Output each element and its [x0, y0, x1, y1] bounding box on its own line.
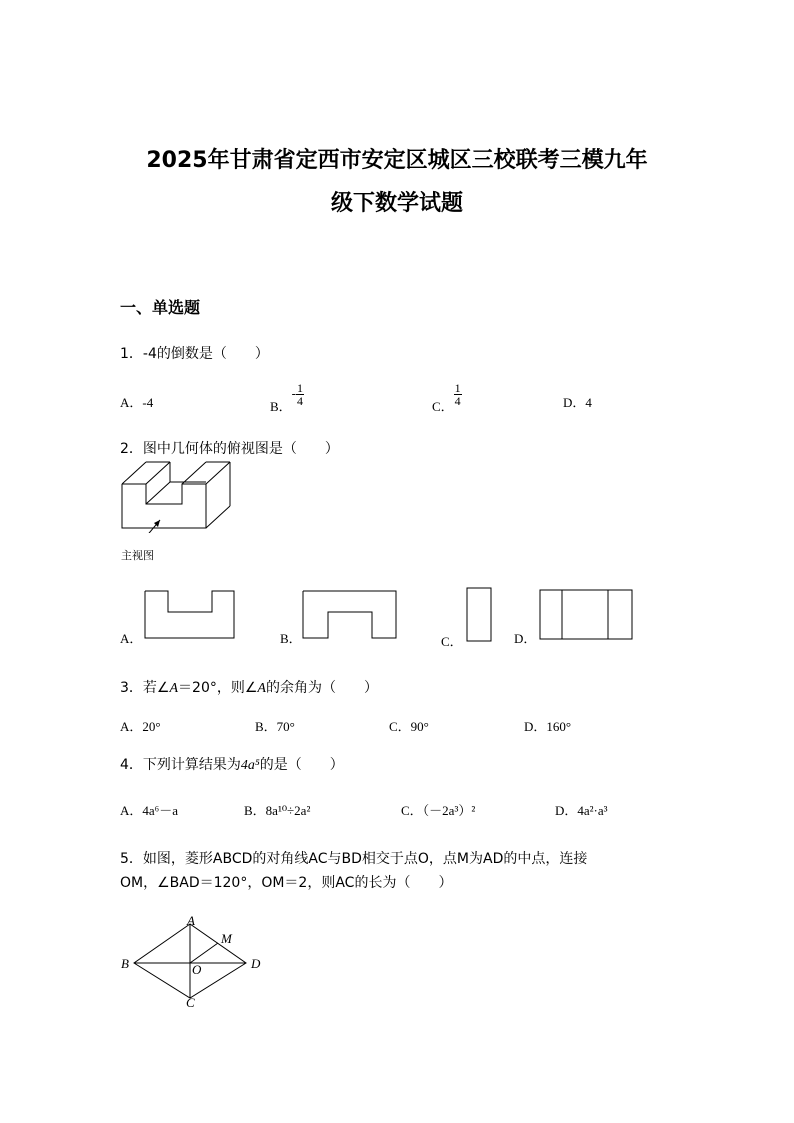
q1-option-b: B．- $\frac{1}{4}$ [270, 381, 304, 415]
q3-option-a: A．20° [120, 719, 161, 734]
q1-option-d: D．4 [563, 395, 592, 410]
question-2: 2．图中几何体的俯视图是（ ） [120, 441, 339, 457]
question-5-line1: 5．如图，菱形ABCD的对角线AC与BD相交于点O，点M为AD的中点，连接 [120, 851, 588, 867]
q2-option-d-label: D． [514, 631, 537, 646]
q4-option-a: A．4a⁶－a [120, 803, 178, 818]
q2-option-a-figure [144, 590, 236, 640]
q5-point-o: O [192, 962, 202, 977]
q3-option-c: C．90° [389, 719, 429, 734]
q5-point-d: D [251, 956, 261, 971]
q2-option-c-label: C． [441, 634, 463, 649]
q1-option-c: C． $\frac{1}{4}$ [432, 381, 461, 415]
q4-option-c: C．（－2a³）² [401, 803, 476, 818]
q2-option-b-label: B． [280, 631, 302, 646]
q4-option-d: D．4a²·a³ [555, 803, 608, 818]
q5-point-b: B [121, 956, 129, 971]
question-1: 1．-4的倒数是（ ） [120, 346, 269, 362]
q2-option-a-label: A． [120, 631, 143, 646]
question-4: 4．下列计算结果为4a⁵的是（ ） [120, 757, 344, 773]
question-3: 3．若∠A＝20°，则∠A的余角为（ ） [120, 680, 378, 696]
q3-option-d: D．160° [524, 719, 572, 734]
exam-title-line1: 2025年甘肃省定西市安定区城区三校联考三模九年 [146, 148, 648, 173]
q2-option-b-figure [302, 590, 398, 640]
q4-option-b: B．8a¹⁰÷2a² [244, 803, 311, 818]
q2-solid-figure [118, 458, 238, 533]
q2-front-view-label: 主视图 [121, 549, 154, 562]
question-5-line2: OM，∠BAD＝120°，OM＝2，则AC的长为（ ） [120, 875, 453, 891]
exam-title-line2: 级下数学试题 [330, 191, 463, 216]
q2-option-d-figure [539, 589, 635, 641]
q5-point-a: A [187, 913, 195, 928]
q5-point-m: M [221, 931, 232, 946]
q5-point-c: C [186, 995, 195, 1010]
q2-option-c-figure [466, 587, 492, 643]
q1-option-a: A．-4 [120, 395, 154, 410]
section-heading: 一、单选题 [120, 298, 201, 317]
q3-option-b: B．70° [255, 719, 295, 734]
